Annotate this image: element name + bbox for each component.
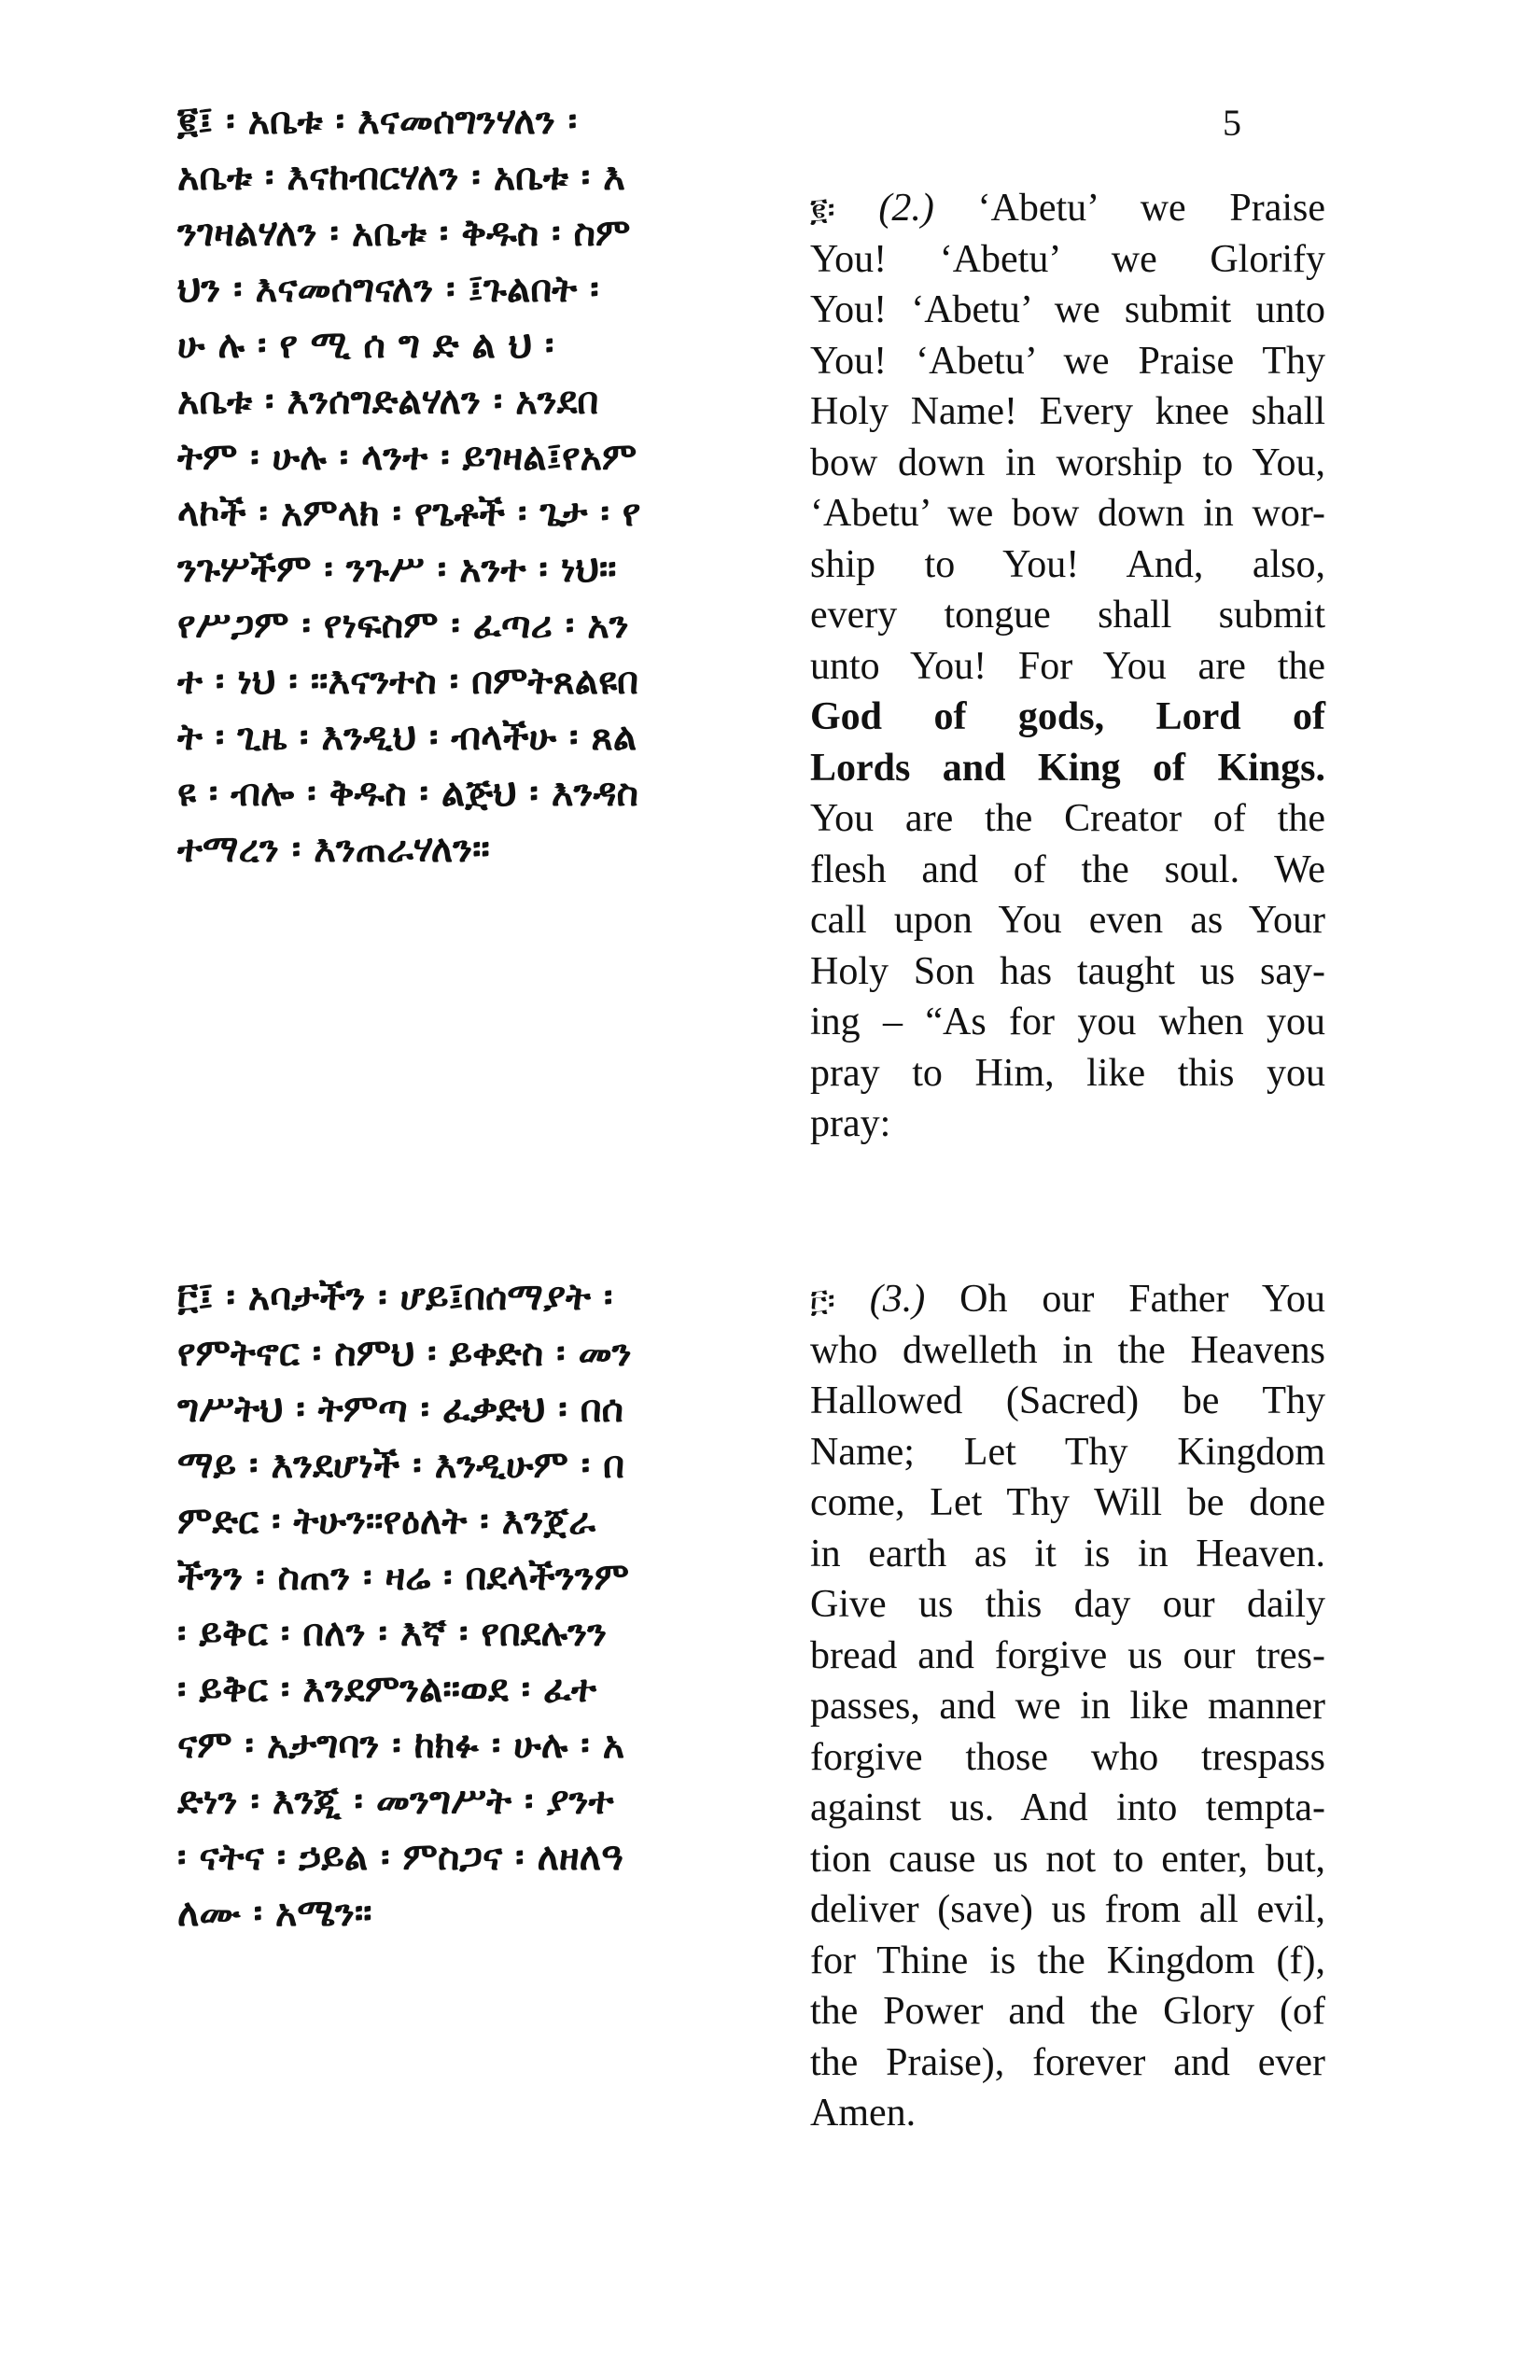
english-line: in earth as it is in Heaven. [810, 1532, 1325, 1575]
verse-ref: (2.) [878, 187, 934, 230]
geez-line: አቤቱ ፡ እንሰግድልሃለን ፡ አንደበ [177, 380, 599, 423]
english-line: flesh and of the soul. We [810, 847, 1325, 891]
geez-line: ለሙ ፡ አሜን። [177, 1892, 372, 1935]
english-line: unto You! For You are the [810, 644, 1325, 688]
english-line: You are the Creator of the [810, 797, 1325, 840]
english-line-text: ‘Abetu’ we Praise [977, 187, 1326, 230]
english-line: Name; Let Thy Kingdom [810, 1430, 1325, 1474]
english-line: ing – “As for you when you [810, 1001, 1325, 1043]
english-line: bread and forgive us our tres- [810, 1633, 1325, 1677]
english-line: pray: [810, 1102, 891, 1145]
english-line: bow down in worship to You, [810, 441, 1325, 484]
section-2-geez-text [177, 93, 775, 877]
english-line: You! ‘Abetu’ we submit unto [810, 288, 1325, 331]
english-line: ‘Abetu’ we bow down in wor- [810, 492, 1325, 535]
english-line-text: Oh our Father You [959, 1278, 1326, 1321]
english-line-bold: God of gods, Lord of [810, 695, 1325, 738]
geez-line: ንገዛልሃለን ፡ አቤቱ ፡ ቅዱስ ፡ ስም [177, 212, 631, 255]
geez-line: ድነን ፡ እንጂ ፡ መንግሥት ፡ ያንተ [177, 1780, 614, 1823]
geez-line: ግሥትህ ፡ ትምጣ ፡ ፈቃድህ ፡ በሰ [177, 1388, 623, 1431]
english-line: for Thine is the Kingdom (f), [810, 1939, 1325, 1982]
geez-line: ፡ ናትና ፡ ኃይል ፡ ምስጋና ፡ ለዘለዓ [177, 1836, 623, 1879]
english-line: every tongue shall submit [810, 594, 1325, 637]
english-line: Holy Name! Every knee shall [810, 390, 1325, 433]
verse-marker: ፪፡ [810, 191, 835, 229]
geez-line: ችንን ፡ ስጠን ፡ ዛሬ ፡ በደላችንንም [177, 1556, 630, 1599]
geez-line: ንጉሦችም ፡ ንጉሥ ፡ አንተ ፡ ነህ። [177, 548, 617, 591]
geez-line: ናም ፡ አታግባን ፡ ከክፉ ፡ ሁሉ ፡ አ [177, 1724, 625, 1767]
english-line: Hallowed (Sacred) be Thy [810, 1379, 1325, 1422]
geez-line: ላኮች ፡ አምላክ ፡ የጌቶች ፡ ጌታ ፡ የ [177, 492, 641, 535]
english-line: Amen. [810, 2092, 917, 2135]
page-number: 5 [1223, 102, 1241, 144]
geez-line: የምትኖር ፡ ስምህ ፡ ይቀድስ ፡ መን [177, 1332, 632, 1375]
english-line: deliver (save) us from all evil, [810, 1888, 1325, 1931]
section-3-geez-text [177, 1269, 775, 1941]
geez-line: ሁ ሉ ፡ የ ሚ ሰ ግ ድ ል ህ ፡ [177, 324, 554, 367]
english-line: pray to Him, like this you [810, 1051, 1325, 1095]
geez-line: ዩ ፡ ብሎ ፡ ቅዱስ ፡ ልጅህ ፡ እንዳስ [177, 772, 638, 815]
english-line: call upon You even as Your [810, 899, 1325, 942]
english-line: come, Let Thy Will be done [810, 1481, 1325, 1524]
english-line [810, 183, 1325, 234]
geez-line: ፪፤ ፡ አቤቱ ፡ እናመሰግንሃለን ፡ [177, 100, 578, 143]
geez-line: የሥጋም ፡ የነፍስም ፡ ፈጣሪ ፡ አን [177, 604, 629, 647]
geez-line: አቤቱ ፡ እናከብርሃለን ፡ አቤቱ ፡ እ [177, 156, 625, 199]
english-line: You! ‘Abetu’ we Glorify [810, 237, 1325, 281]
english-line: tion cause us not to enter, but, [810, 1837, 1325, 1881]
english-line [810, 1274, 1325, 1325]
verse-ref: (3.) [869, 1278, 926, 1321]
english-line: ship to You! And, also, [810, 542, 1325, 586]
geez-line: ምድር ፡ ትሁን።የዕለት ፡ እንጀራ [177, 1500, 596, 1543]
geez-line: ህን ፡ እናመሰግናለን ፡ ፤ጉልበት ፡ [177, 268, 599, 311]
english-line: forgive those who trespass [810, 1735, 1325, 1779]
english-line: the Power and the Glory (of [810, 1990, 1325, 2033]
english-line: against us. And into tempta- [810, 1786, 1325, 1829]
section-3-english-text [810, 1274, 1325, 2139]
english-line: Give us this day our daily [810, 1583, 1325, 1626]
verse-marker: ፫፡ [810, 1282, 835, 1320]
english-line-bold: Lords and King of Kings. [810, 746, 1325, 790]
geez-line: ፡ ይቅር ፡ እንደምንል።ወደ ፡ ፈተ [177, 1668, 597, 1711]
english-line: the Praise), forever and ever [810, 2040, 1325, 2084]
english-line: You! ‘Abetu’ we Praise Thy [810, 339, 1325, 383]
section-2-english-text [810, 183, 1325, 1150]
english-line: Holy Son has taught us say- [810, 949, 1325, 993]
geez-line: ት ፡ ጊዜ ፡ እንዲህ ፡ ብላችሁ ፡ ጸል [177, 716, 637, 759]
geez-line: ፡ ይቅር ፡ በለን ፡ እኛ ፡ የበደሉንን [177, 1612, 608, 1655]
english-line: passes, and we in like manner [810, 1685, 1325, 1728]
geez-line: ፫፤ ፡ አባታችን ፡ ሆይ፤በሰማያት ፡ [177, 1276, 613, 1319]
english-line: who dwelleth in the Heavens [810, 1328, 1325, 1372]
geez-line: ተማረን ፡ እንጠራሃለን። [177, 828, 490, 871]
geez-line: ተ ፡ ነህ ፡ ።እናንተስ ፡ በምትጸልዩበ [177, 660, 639, 703]
geez-line: ትም ፡ ሁሉ ፡ ላንተ ፡ ይገዛል፤የአም [177, 436, 637, 479]
geez-line: ማይ ፡ እንደሆነች ፡ እንዲሁም ፡ በ [177, 1444, 625, 1487]
